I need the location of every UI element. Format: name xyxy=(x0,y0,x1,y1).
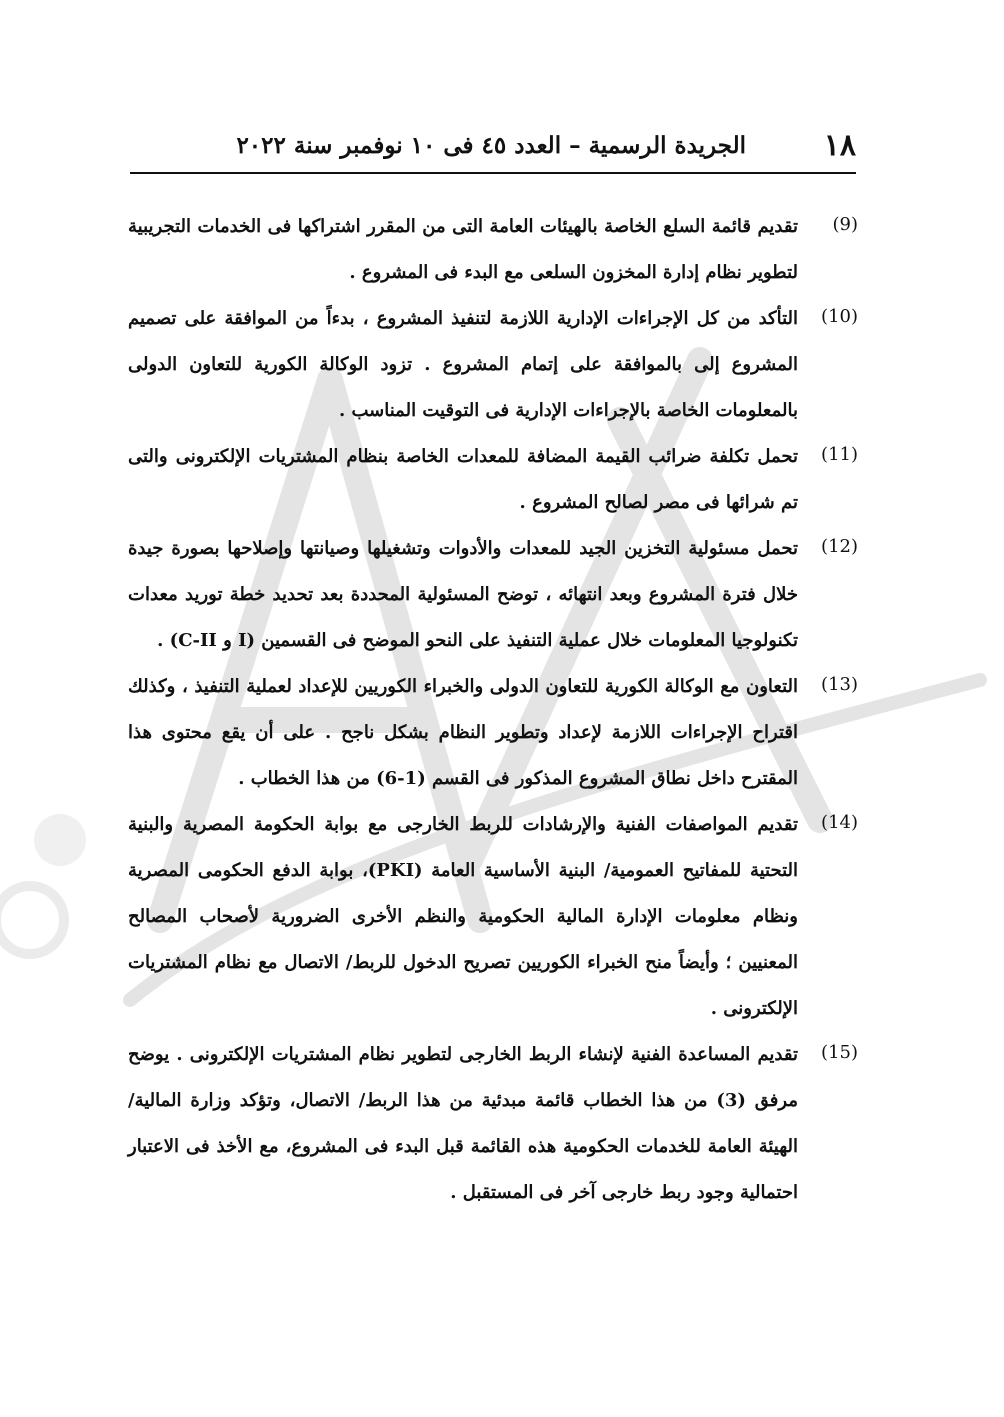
header-divider xyxy=(130,172,856,174)
item-number: (11) xyxy=(821,444,858,465)
item-text: التعاون مع الوكالة الكورية للتعاون الدولى والخبراء الكوريين للإعداد لعملية التنفيذ ، وكذلك اقتراح الإجراءات اللازمة لإعداد وتطوير النظام بشكل ناجح . على أن يقع محتوى هذا المقترح داخل نطاق المشروع المذكور فى القسم (1-6) من هذا الخطاب . xyxy=(128,676,798,789)
item-text: تقديم المواصفات الفنية والإرشادات للربط الخارجى مع بوابة الحكومة المصرية والبنية التحتية للمفاتيح العمومية/ البنية الأساسية العامة (PKI)، بوابة الدفع الحكومى المصرية ونظام معلومات الإدارة المالية الحكومية والنظم الأخرى الضرورية لأصحاب المصالح المعنيين ؛ وأيضاً منح الخبراء الكوريين تصريح الدخول للربط/ الاتصال مع نظام المشتريات الإلكترونى . xyxy=(128,814,799,1019)
list-item-13 xyxy=(128,664,858,802)
item-text: تقديم المساعدة الفنية لإنشاء الربط الخارجى لتطوير نظام المشتريات الإلكترونى . يوضح مرفق (3) من هذا الخطاب قائمة مبدئية من هذا الربط/ الاتصال، وتؤكد وزارة المالية/الهيئة العامة للخدمات الحكومية هذه القائمة قبل البدء فى المشروع، مع الأخذ فى الاعتبار احتمالية وجود ربط خارجى آخر فى المستقبل . xyxy=(128,1044,798,1203)
item-number: (13) xyxy=(821,674,858,695)
gazette-title: الجريدة الرسمية – العدد ٤٥ فى ١٠ نوفمبر سنة ٢٠٢٢ xyxy=(236,132,746,159)
list-item-9 xyxy=(128,204,858,296)
list-item-11 xyxy=(128,434,858,526)
item-text: تقديم قائمة السلع الخاصة بالهيئات العامة التى من المقرر اشتراكها فى الخدمات التجريبية لتطوير نظام إدارة المخزون السلعى مع البدء فى المشروع . xyxy=(128,216,798,283)
document-body xyxy=(128,204,858,1216)
item-number: (9) xyxy=(832,214,858,235)
list-item-14 xyxy=(128,802,858,1032)
page-header xyxy=(130,124,856,174)
item-text: تحمل تكلفة ضرائب القيمة المضافة للمعدات الخاصة بنظام المشتريات الإلكترونى والتى تم شرائها فى مصر لصالح المشروع . xyxy=(128,446,798,513)
list-item-12 xyxy=(128,526,858,664)
item-number: (12) xyxy=(821,536,858,557)
list-item-10 xyxy=(128,296,858,434)
item-text: التأكد من كل الإجراءات الإدارية اللازمة لتنفيذ المشروع ، بدءاً من الموافقة على تصميم المشروع إلى بالموافقة على إتمام المشروع . تزود الوكالة الكورية للتعاون الدولى بالمعلومات الخاصة بالإجراءات الإدارية فى التوقيت المناسب . xyxy=(128,308,798,421)
item-number: (15) xyxy=(821,1042,858,1063)
item-number: (14) xyxy=(821,812,858,833)
item-number: (10) xyxy=(821,306,858,327)
item-text: تحمل مسئولية التخزين الجيد للمعدات والأدوات وتشغيلها وصيانتها وإصلاحها بصورة جيدة خلال فترة المشروع وبعد انتهائه ، توضح المسئولية المحددة بعد تحديد خطة توريد معدات تكنولوجيا المعلومات خلال عملية التنفيذ على النحو الموضح فى القسمين (I و C-II) . xyxy=(128,538,798,651)
page-number: ١٨ xyxy=(823,128,856,163)
list-item-15 xyxy=(128,1032,858,1216)
